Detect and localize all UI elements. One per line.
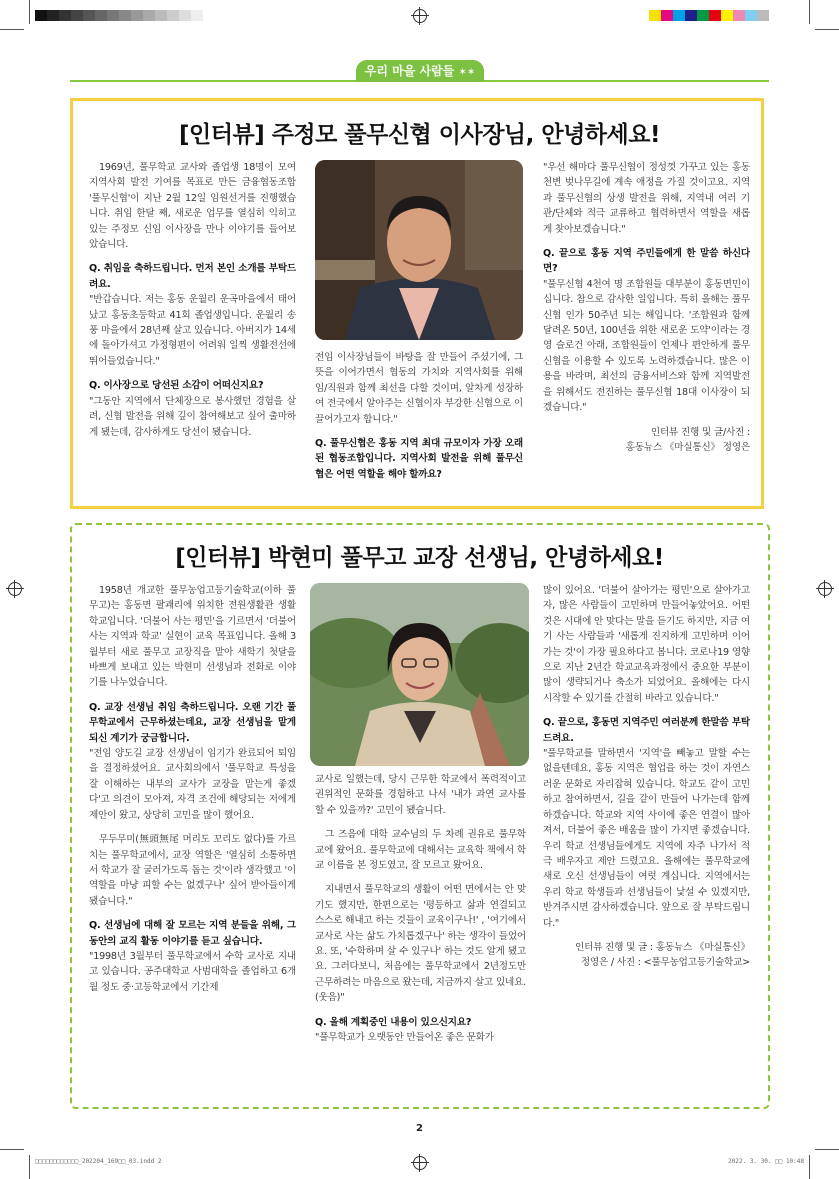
article-2-column-2 [315,772,526,1055]
page-number: 2 [416,1123,423,1134]
paragraph: "우선 해마다 풀무신협이 정성껏 가꾸고 있는 홍동천변 벚나무길에 계속 애정을 가질 것이고요. 지역과 풀무신협의 상생 발전을 위해, 지역내 여러 기관/단체와 적극 교류하고 협력하면서 역할을 새롭게 찾아보겠습니다." [543,162,750,235]
crop-mark [29,1155,30,1179]
interview-question: Q. 이사장으로 당선된 소감이 어떠신지요? [89,380,264,392]
paragraph: "전임 양도길 교장 선생님이 임기가 완료되어 퇴임을 결정하셨어요. 교사회의에서 '풀무학교 특성을 잘 이해하는 내부의 교사가 교장을 맡는게 좋겠다'고 의견이 모아져, 자격 조건에 해당되는 저에게 제안이 왔고, 상당히 고민을 많이 했어요. [89,748,296,821]
article-1-column-1 [89,160,296,449]
date-info: 2022. 3. 30. □□ 10:48 [728,1158,804,1165]
byline: 인터뷰 진행 및 글 : 홍동뉴스 《마실통신》 [575,941,750,953]
section-tab [356,60,484,82]
article-1-column-2 [315,350,523,482]
calibration-bar-gray [35,10,203,21]
paragraph: 전임 이사장님들이 바탕을 잘 만들어 주셨기에, 그 뜻을 이어가면서 협동의 가치와 지역사회를 위해 임/직원과 함께 최선을 다할 것이며, 알차게 성장하여 전국에서 알아주는 신협이자 부강한 신협으로 이끌어가고자 합니다." [315,352,523,425]
interview-question: Q. 교장 선생님 취임 축하드립니다. 오랜 기간 풀무학교에서 근무하셨는데요, 교장 선생님을 맡게 되신 계기가 궁금합니다. [89,701,296,744]
crop-mark [815,29,839,30]
article-1-title: [인터뷰] 주정모 풀무신협 이사장님, 안녕하세요! [179,122,660,148]
crop-mark [29,0,30,24]
article-2-column-1 [89,583,296,1004]
paragraph: "풀무신협 4천여 명 조합원들 대부분이 홍동면민이십니다. 참으로 감사한 일입니다. 특히 올해는 풀무신협 인가 50주년 되는 해입니다. '조합원과 함께 달려온 50년, 100년을 위한 새로운 도약'이라는 경영 슬로건 아래, 조합원들이 언제나 편안하게 풀무신협을 이용할 수 있도록 노력하겠습니다. 많은 이용을 바라며, 최선의 금융서비스와 함께 지역발전을 위해서도 전진하는 풀무신협 18대 이사장이 되겠습니다." [543,278,750,414]
interview-question: Q. 풀무신협은 홍동 지역 최대 규모이자 가장 오래된 협동조합입니다. 지역사회 발전을 위해 풀무신협은 어떤 역할을 해야 할까요? [315,438,523,480]
paragraph: 1958년 개교한 풀무농업고등기술학교(이하 풀무고)는 홍동면 팔괘리에 위치한 전원생활관 생활 학교입니다. '더불어 사는 평민'을 기르면서 '더불어 사는 지역과 학교' 실현이 교육 목표입니다. 올해 3월부터 새로 풀무고 교장직을 맡아 새학기 첫달을 바쁘게 보내고 있는 박현미 선생님과 전화로 이야기를 나누었습니다. [89,585,296,689]
paragraph: 무두무미(無頭無尾 머리도 꼬리도 없다)를 가르치는 풀무학교에서, 교장 역할은 '열심히 소통하면서 학교가 잘 굴러가도록 돕는 것'이라 생각했고 '이 역할을 마냥 피할 수는 없겠구나' 싶어 받아들이게 됐습니다." [89,834,296,907]
paragraph: "그동안 지역에서 단체장으로 봉사했던 경험을 살려, 신협 발전을 위해 깊이 참여해보고 싶어 출마하게 됐는데, 감사하게도 당선이 됐습니다. [89,395,296,438]
paragraph: 그 즈음에 대학 교수님의 두 차례 권유로 풀무학교에 왔어요. 풀무학교에 대해서는 교육학 책에서 학교 이름을 본 정도였고, 잘 모르고 왔어요. [315,829,526,872]
interview-question: Q. 취임을 축하드립니다. 먼저 본인 소개를 부탁드려요. [89,263,296,290]
interview-question: Q. 끝으로 홍동 지역 주민들에게 한 말씀 하신다면? [543,248,750,275]
sparkle-icon: ✶✶ [458,67,476,78]
paragraph: "1998년 3월부터 풀무학교에서 수학 교사로 지내고 있습니다. 공주대학교 사범대학을 졸업하고 6개월 정도 중·고등학교에서 기간제 [89,950,296,993]
article-1-column-3 [543,160,750,455]
interview-question: Q. 끝으로, 홍동면 지역주민 여러분께 한말씀 부탁드려요. [543,717,750,744]
registration-mark-left [8,582,22,596]
paragraph: 1969년, 풀무학교 교사와 졸업생 18명이 모여 지역사회 발전 기여를 목표로 만든 금융협동조합 '풀무신협'이 지난 2월 12일 임원선거를 진행했습니다. 취임 한달 째, 새로운 업무를 열심히 익히고 있는 주정모 신임 이사장을 만나 이야기를 들어보았습니다. [89,162,296,251]
paragraph: 지내면서 풀무학교의 생활이 어떤 면에서는 안 맞기도 했지만, 한편으로는 '평등하고 삶과 연결되고 스스로 해내고 하는 것들이 교육이구나!' , '여기에서 교사로 사는 삶도 가치롭겠구나' 하는 생각이 들었어요. 또, '수학하며 살 수 있구나' 하는 것도 알게 됐고요. 그러다보니, 처음에는 풀무학교에서 2년정도만 근무하려는 마음으로 왔는데, 지금까지 살고 있네요.(웃음)" [315,884,526,1004]
interview-question: Q. 선생님에 대해 잘 모르는 지역 분들을 위해, 그동안의 교직 활동 이야기를 듣고 싶습니다. [89,920,296,947]
portrait-image [310,583,529,766]
file-info: □□□□□□□□□□□□_202204_169□□_03.indd 2 [35,1158,162,1165]
paragraph: "반갑습니다. 저는 홍동 운월리 운곡마을에서 태어났고 홍동초등학교 41회 졸업생입니다. 운월리 송풍 마을에서 28년째 살고 있습니다. 아버지가 14세에 돌아가셔고 가정형편이 어려워 일찍 생활전선에 뛰어들었습니다." [89,294,296,367]
registration-mark-top [413,9,427,23]
article-2-title: [인터뷰] 박현미 풀무고 교장 선생님, 안녕하세요! [175,545,664,571]
interview-question: Q. 올해 계획중인 내용이 있으신지요? [315,1016,472,1028]
paragraph: 교사로 일했는데, 당시 근무한 학교에서 폭력적이고 권위적인 문화를 경험하고 나서 '내가 과연 교사를 할 수 있을까?' 고민이 됐습니다. [315,774,526,816]
crop-mark [809,0,810,24]
paragraph: 많이 있어요. '더불어 살아가는 평민'으로 살아가고자, 많은 사람들이 고민하며 만들어놓았어요. 어떤 것은 시대에 안 맞다는 말을 듣기도 하지만, 지금 여기 사는 사람들과 '새롭게 진지하게 고민하며 이어가는 것'이 가장 필요하다고 봅니다. 코로나19 영향으로 지난 2년간 학교교육과정에서 중요한 부분이 많이 생략되거나 축소가 되었어요. 올해에는 다시 시작할 수 있기를 간절히 바라고 있습니다." [543,585,750,704]
crop-mark [809,1155,810,1179]
byline: 정영은 / 사진 : <풀무농업고등기술학교> [580,957,750,969]
calibration-bar-color [649,10,769,21]
byline: 홍동뉴스 《마실통신》 정영은 [625,441,750,453]
registration-mark-bottom [413,1156,427,1170]
portrait-image [315,160,523,340]
crop-mark [0,29,24,30]
section-tab-label: 우리 마을 사람들 [364,64,455,78]
registration-mark-right [818,582,832,596]
portrait-photo-1 [315,160,523,340]
crop-mark [0,1149,24,1150]
byline: 인터뷰 진행 및 글/사진 : [650,426,750,438]
paragraph: "풀무학교가 오랫동안 만들어온 좋은 문화가 [315,1032,494,1044]
portrait-photo-2 [310,583,529,766]
paragraph: "풀무학교를 말하면서 '지역'을 빼놓고 말할 수는 없을텐데요, 홍동 지역은 협업을 하는 것이 자연스러운 문화로 자리잡혀 있습니다. 학교도 같이 고민하고 참여하면서, 길을 같이 만들어 나가는데 함께 하겠습니다. 학교와 지역 사이에 좋은 연결이 많아져서, 더불어 좋은 배움을 많이 가지면 좋겠습니다. 우리 학교 선생님들에게도 지역에 자주 나가서 적극 배우자고 제안 드렸고요. 올해에는 풀무학교에 새로 오신 선생님들이 여럿 계십니다. 지역에서는 우리 학교 학생들과 선생님들이 낯설 수 있겠지만, 반겨주시면 감사하겠습니다. 앞으로 잘 부탁드립니다." [543,748,750,929]
article-2-column-3 [543,583,750,971]
crop-mark [815,1149,839,1150]
